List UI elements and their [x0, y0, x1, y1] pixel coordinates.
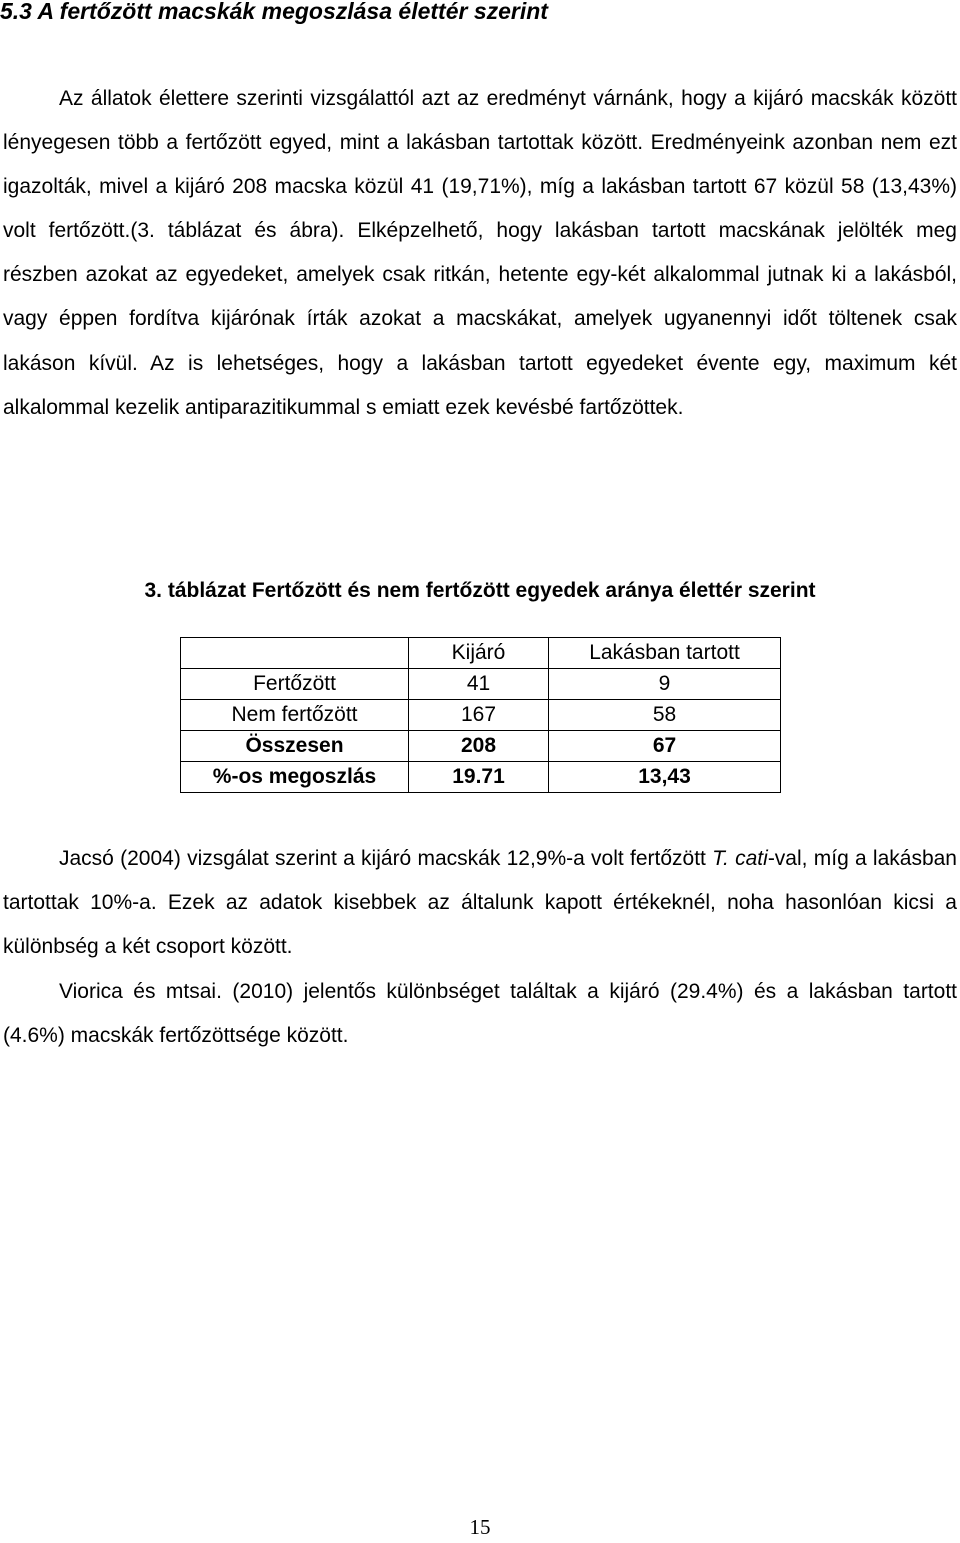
infection-table — [180, 637, 781, 793]
section-heading: 5.3 A fertőzött macskák megoszlása élettér szerint — [0, 0, 548, 24]
table-row-total — [181, 731, 781, 762]
table-header-row — [181, 638, 781, 669]
table-cell: 167 — [409, 700, 549, 731]
table-cell: 41 — [409, 669, 549, 700]
table-header-cell-kijaro: Kijáró — [409, 638, 549, 669]
species-abbrev-genus: T. — [712, 847, 729, 870]
table-cell: 58 — [549, 700, 781, 731]
table-row-label: %-os megoszlás — [181, 762, 409, 793]
body-paragraph-1: Az állatok élettere szerinti vizsgálattól azt az eredményt várnánk, hogy a kijáró macskák között lényegesen több a fertőzött egyed, mint a lakásban tartottak között. Eredményeink azonban nem ezt igazolták, mivel a kijáró 208 macska közül 41 (19,71%), míg a lakásban tartott 67 közül 58 (13,43%) volt fertőzött.(3. táblázat és ábra). Elképzelhető, hogy lakásban tartott macskának jelölték meg részben azokat az egyedeket, amelyek csak ritkán, hetente egy-két alkalommal jutnak ki a lakásból, vagy éppen fordítva kijárónak írták azokat a macskákat, amelyek ugyanennyi időt töltenek csak lakáson kívül. Az is lehetséges, hogy a lakásban tartott egyedeket évente egy, maximum két alkalommal kezelik antiparazitikummal s emiatt ezek kevésbé fartőzöttek. — [3, 87, 957, 419]
table-cell: 13,43 — [549, 762, 781, 793]
paragraph-2-text-start: Jacsó (2004) vizsgálat szerint a kijáró macskák 12,9%-a volt fertőzött — [59, 847, 713, 870]
table-header-cell-empty — [181, 638, 409, 669]
table-row-label: Összesen — [181, 731, 409, 762]
species-abbrev-name: cati — [735, 847, 768, 870]
paragraph-2-text-end: -val, míg a lakásban tartottak 10%-a. Ezek az adatok kisebbek az általunk kapott értékeknél, noha hasonlóan kicsi a különbség a két csoport között. — [3, 847, 957, 959]
body-paragraph-2 — [3, 837, 957, 969]
table-header-cell-lakasban: Lakásban tartott — [549, 638, 781, 669]
page-number: 15 — [469, 1515, 491, 1539]
table-row — [181, 700, 781, 731]
table-row-percent — [181, 762, 781, 793]
body-paragraph-3: Viorica és mtsai. (2010) jelentős különbséget találtak a kijáró (29.4%) és a lakásban tartott (4.6%) macskák fertőzöttsége között. — [3, 980, 957, 1048]
table-cell: 9 — [549, 669, 781, 700]
table-cell: 67 — [549, 731, 781, 762]
table-row-label: Fertőzött — [181, 669, 409, 700]
table-row — [181, 669, 781, 700]
table-cell: 208 — [409, 731, 549, 762]
table-caption: 3. táblázat Fertőzött és nem fertőzött egyedek aránya élettér szerint — [144, 579, 816, 602]
table-cell: 19.71 — [409, 762, 549, 793]
table-row-label: Nem fertőzött — [181, 700, 409, 731]
